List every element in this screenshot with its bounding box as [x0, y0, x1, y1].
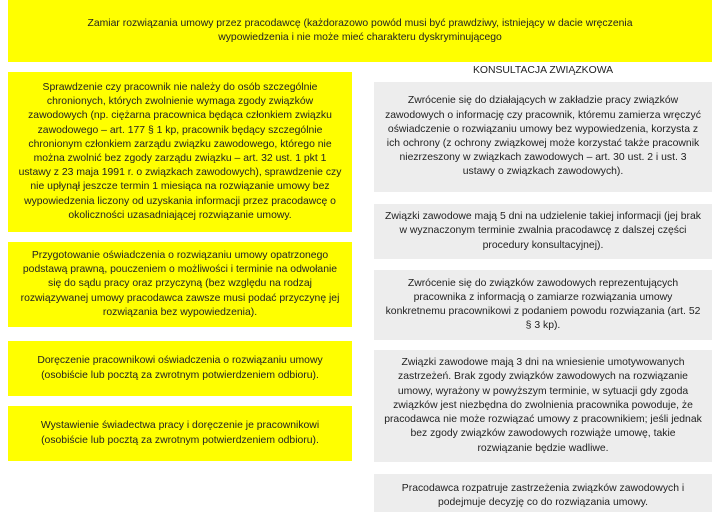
- right-step-3: [374, 270, 712, 340]
- right-step-4: [374, 350, 712, 462]
- header-text: Zamiar rozwiązania umowy przez pracodawcę (każdorazowo powód musi być prawdziwy, istniejący w dacie wręczenia wypowiedzenia i nie może mieć charakteru dyskryminującego: [87, 17, 633, 43]
- header-box: [8, 0, 712, 62]
- right-step-1-text: Zwrócenie się do działających w zakładzie pracy związków zawodowych o informację czy pracownik, któremu zamierza wręczyć oświadczenie o rozwiązaniu umowy bez wypowiedzenia, korzysta z ich ochrony (z ochrony związkowej może korzystać także pracownik niezrzeszony w związkach zawodowych – art. 30 ust. 2 i ust. 3 ustawy o związkach zawodowych).: [385, 95, 701, 178]
- right-step-4-text: Związki zawodowe mają 3 dni na wniesienie umotywowanych zastrzeżeń. Brak zgody związków zawodowych na rozwiązanie umowy, wyrażony w powyższym terminie, w sytuacji gdy zgoda związków jest niezbędna do zwolnienia pracownika powoduje, że pracodawca nie może rozwiązać umowy z pracownikiem; jeśli jednak bez zgody związków zawodowych rozwiąże umowę, takie rozwiązanie będzie wadliwe.: [384, 357, 702, 454]
- right-step-3-text: Zwrócenie się do związków zawodowych reprezentujących pracownika z informacją o zamiarze rozwiązania umowy konkretnemu pracownikowi z podaniem powodu rozwiązania (art. 52 § 3 kp).: [385, 277, 701, 332]
- right-step-1: [374, 82, 712, 192]
- right-step-2: [374, 204, 712, 259]
- right-step-2-text: Związki zawodowe mają 5 dni na udzielenie takiej informacji (jej brak w wyznaczonym terminie zwalnia pracodawcę z dalszej części procedury konsultacyjnej).: [385, 211, 701, 251]
- left-step-2: [8, 242, 352, 327]
- right-step-5: [374, 474, 712, 512]
- left-step-4: [8, 406, 352, 461]
- consultation-heading-text: KONSULTACJA ZWIĄZKOWA: [472, 65, 614, 76]
- left-step-1-text: Sprawdzenie czy pracownik nie należy do osób szczególnie chronionych, których zwolnienie wymaga zgody związków zawodowych (np. ciężarna pracownica będąca członkiem związku zawodowego – art. 177 § 1 kp, pracownik będący szczególnie chronionym członkiem zarządu związku zawodowego, którego nie można zwolnić bez zgody zarządu związku – art. 32 ust. 1 pkt 1 ustawy z 23 maja 1991 r. o związkach zawodowych), sprawdzenie czy nie upłynął jeszcze termin 1 miesiąca na rozwiązanie umowy bez wypowiedzenia liczony od uzyskania informacji przez pracodawcę o okoliczności uzasadniającej rozwiązanie umowy.: [18, 81, 342, 221]
- left-step-1: [8, 72, 352, 232]
- left-step-3: [8, 341, 352, 396]
- left-step-4-text: Wystawienie świadectwa pracy i doręczenie je pracownikowi (osobiście lub pocztą za zwrotnym potwierdzeniem odbioru).: [40, 420, 320, 446]
- left-step-2-text: Przygotowanie oświadczenia o rozwiązaniu umowy opatrzonego podstawą prawną, pouczeniem o możliwości i terminie na odwołanie się do sądu pracy oraz przyczyną (bez względu na rodzaj rozwiązywanej umowy pracodawca zawsze musi podać przyczynę jej rozwiązania bez wypowiedzenia).: [20, 249, 340, 318]
- left-step-3-text: Doręczenie pracownikowi oświadczenia o rozwiązaniu umowy (osobiście lub pocztą za zwrotnym potwierdzeniem odbioru).: [37, 355, 323, 381]
- consultation-heading: [374, 64, 712, 78]
- right-step-5-text: Pracodawca rozpatruje zastrzeżenia związków zawodowych i podejmuje decyzję co do rozwiązania umowy.: [401, 483, 685, 509]
